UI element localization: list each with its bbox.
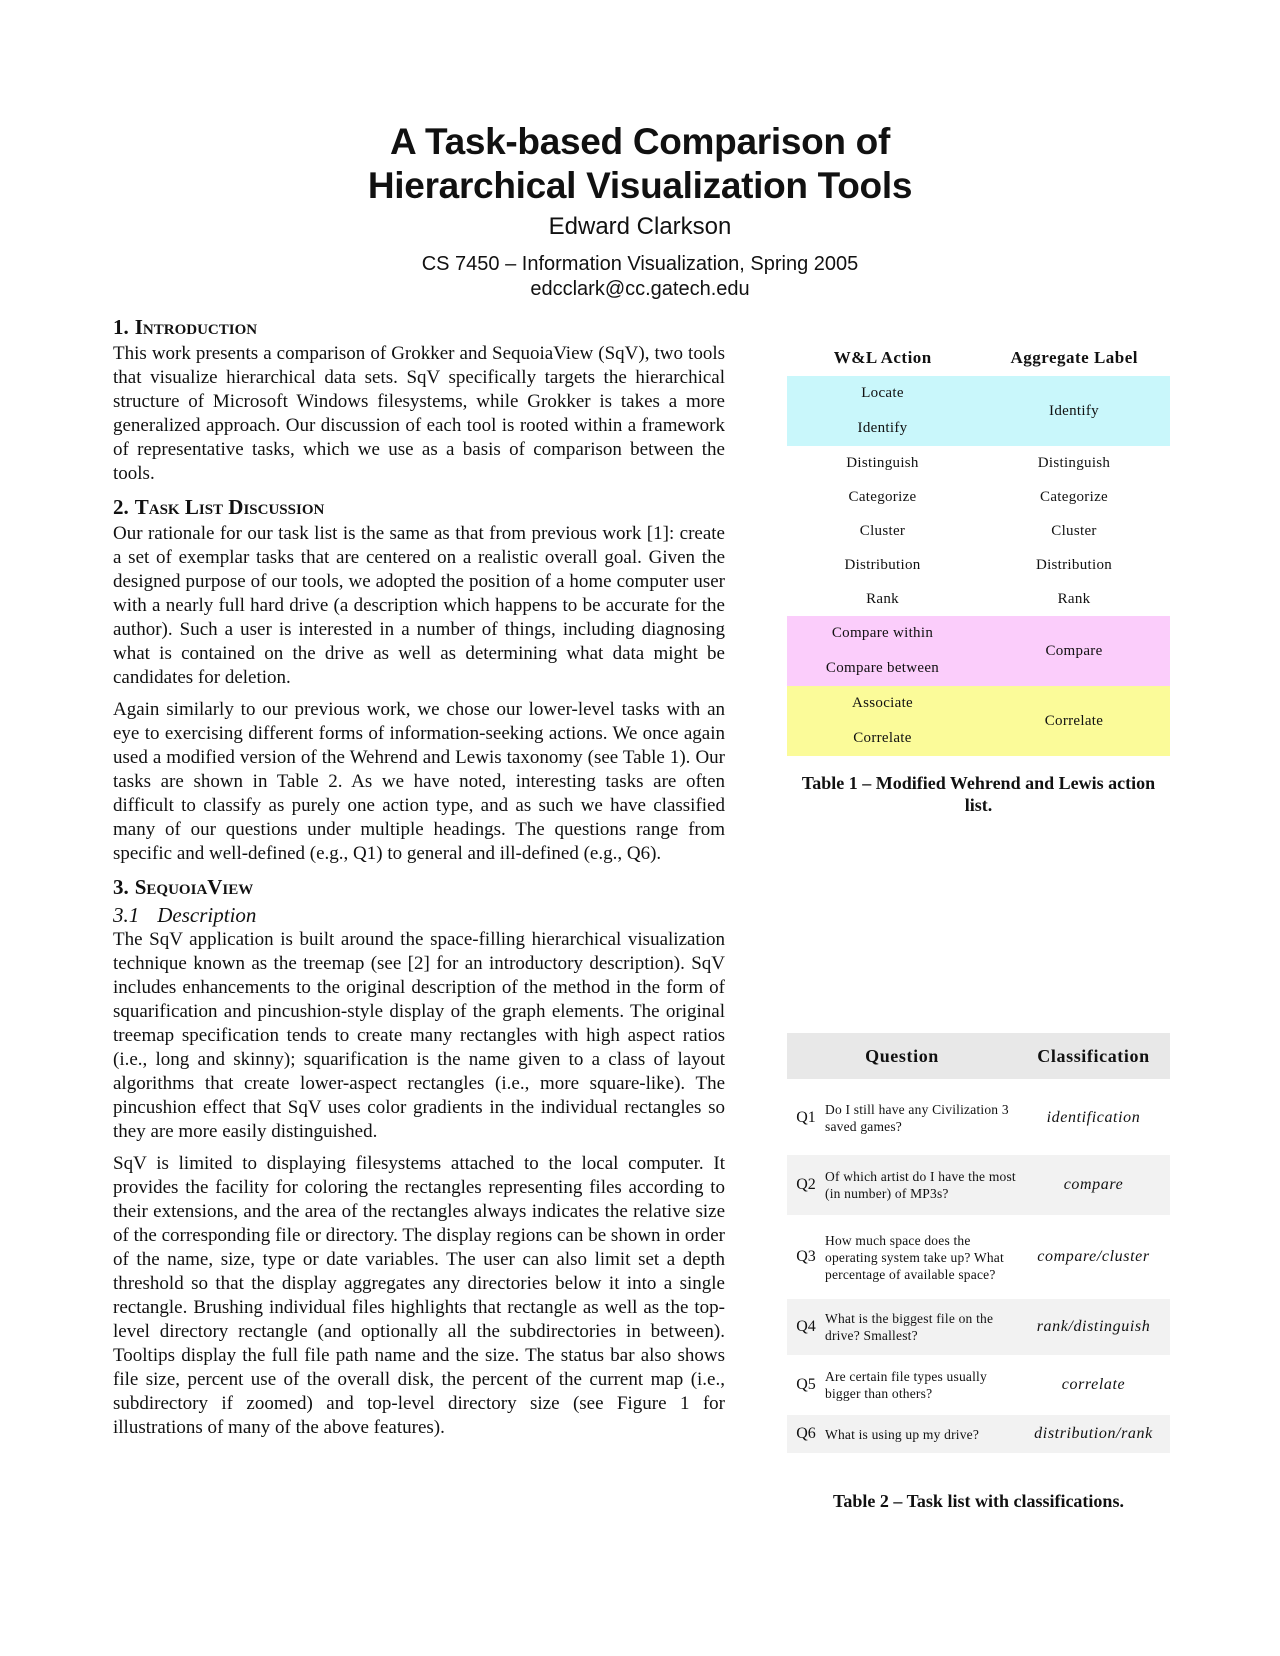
table-row: [787, 1089, 1170, 1147]
section-number: 3.: [113, 875, 129, 899]
classification: identification: [1046, 1109, 1141, 1126]
paragraph: This work presents a comparison of Grokker and SequoiaView (SqV), two tools that visualize hierarchical data sets. SqV specifically targets the hierarchical structure of Microsoft Windows filesystems, while Grokker is takes a more generalized approach. Our discussion of each tool is rooted within a framework of representative tasks, which we use as a basis of comparison between the tools.: [113, 343, 725, 484]
section-title: Task List Discussion: [134, 495, 325, 519]
table-1: [787, 340, 1170, 756]
author-name: Edward Clarkson: [548, 213, 732, 240]
table-row: [787, 1155, 1170, 1215]
section-heading-sequoiaview: [113, 874, 725, 900]
section-heading-task-list: [113, 494, 725, 520]
table-1-header: [787, 340, 1170, 376]
table-row: [787, 1299, 1170, 1355]
question-text: Do I still have any Civilization 3 saved games?: [825, 1102, 1009, 1134]
classification: distribution/rank: [1034, 1425, 1153, 1442]
table-2: [787, 1033, 1170, 1453]
classification: correlate: [1061, 1376, 1126, 1393]
table-row: [787, 616, 1170, 686]
table-row: [787, 548, 1170, 582]
table-1-caption: Table 1 – Modified Wehrend and Lewis action list.: [801, 773, 1156, 815]
email-line: edcclark@cc.gatech.edu: [530, 278, 750, 300]
action-cell: Distinguish: [846, 455, 919, 471]
paragraph: SqV is limited to displaying filesystems attached to the local computer. It provides the facility for coloring the rectangles representing files according to their extensions, and the area of the rectangles always indicates the relative size of the corresponding file or directory. The display regions can be shown in order of the name, size, type or date variables. The user can also limit set a depth threshold so that the display aggregates any directories below it into a single rectangle. Brushing individual files highlights that rectangle as well as the top-level directory rectangle (and optionally all the subdirectories in between). Tooltips display the full file path name and the size. The status bar also shows file size, percent use of the overall disk, the percent of the current map (i.e., subdirectory if zoomed) and top-level directory size (see Figure 1 for illustrations of many of the above features).: [113, 1153, 725, 1438]
column-header-action: W&L Action: [833, 348, 932, 367]
subsection-number: 3.1: [113, 903, 140, 927]
label-cell: Correlate: [1044, 712, 1104, 729]
action-cell: Distribution: [844, 557, 921, 573]
section-number: 1.: [113, 315, 129, 339]
question-text: What is the biggest file on the drive? Smallest?: [825, 1311, 994, 1343]
action-cell: Locate: [861, 385, 904, 401]
action-cell: Compare within: [831, 625, 934, 641]
title-line-1: A Task-based Comparison of: [389, 121, 890, 162]
section-title: SequoiaView: [134, 875, 254, 899]
question-text: Of which artist do I have the most (in number) of MP3s?: [825, 1169, 1016, 1201]
question-text: Are certain file types usually bigger than others?: [825, 1369, 987, 1401]
question-id: Q5: [796, 1376, 816, 1393]
label-cell: Rank: [1057, 590, 1091, 607]
action-cell: Correlate: [853, 730, 912, 746]
question-id: Q4: [796, 1318, 816, 1335]
classification: rank/distinguish: [1036, 1318, 1151, 1335]
paragraph: Our rationale for our task list is the same as that from previous work [1]: create a set of exemplar tasks that are centered on a realistic overall goal. Given the designed purpose of our tools, we adopted the position of a home computer user with a nearly full hard drive (a description which happens to be accurate for the author). Such a user is interested in a number of things, including diagnosing what is contained on the drive as well as determining what data might be candidates for deletion.: [113, 523, 725, 688]
table-row: [787, 514, 1170, 548]
question-id: Q1: [796, 1109, 816, 1126]
paragraph: The SqV application is built around the space-filling hierarchical visualization technique known as the treemap (see [2] for an introductory description). SqV includes enhancements to the original description of the method in the form of squarification and pincushion-style display of the graph elements. The original treemap specification tends to create many rectangles with high aspect ratios (i.e., long and skinny); squarification is the name given to a class of layout algorithms that create lower-aspect rectangles (i.e., more square-like). The pincushion effect that SqV uses color gradients in the individual rectangles so they are more easily distinguished.: [113, 929, 725, 1142]
label-cell: Compare: [1045, 642, 1103, 659]
action-cell: Categorize: [848, 489, 917, 505]
label-cell: Cluster: [1051, 522, 1097, 539]
classification: compare/cluster: [1037, 1248, 1150, 1265]
question-id: Q3: [796, 1248, 816, 1265]
subsection-title: Description: [157, 903, 257, 927]
question-text: How much space does the operating system take up? What percentage of available space?: [825, 1232, 1004, 1282]
action-cell: Compare between: [825, 660, 940, 676]
table-row: [787, 1355, 1170, 1415]
action-cell: Identify: [857, 420, 908, 436]
subsection-heading-description: [113, 902, 725, 928]
question-id: Q2: [796, 1176, 816, 1193]
table-row: [787, 480, 1170, 514]
table-row: [787, 582, 1170, 616]
table-row: [787, 376, 1170, 446]
action-cell: Cluster: [859, 523, 906, 539]
classification: compare: [1063, 1176, 1124, 1193]
course-line: CS 7450 – Information Visualization, Spring 2005: [421, 253, 859, 275]
action-cell: Associate: [851, 695, 913, 711]
column-header-classification: Classification: [1037, 1045, 1150, 1066]
table-2-caption: Table 2 – Task list with classifications.: [833, 1491, 1124, 1511]
paragraph: Again similarly to our previous work, we chose our lower-level tasks with an eye to exercising different forms of information-seeking actions. We once again used a modified version of the Wehrend and Lewis taxonomy (see Table 1). Our tasks are shown in Table 2. As we have noted, interesting tasks are often difficult to classify as purely one action type, and as such we have classified many of our questions under multiple headings. The questions range from specific and well-defined (e.g., Q1) to general and ill-defined (e.g., Q6).: [113, 699, 725, 864]
affiliation: [0, 252, 1280, 302]
section-number: 2.: [113, 495, 129, 519]
table-2-header: [787, 1033, 1170, 1079]
column-header-label: Aggregate Label: [1010, 348, 1139, 367]
question-text: What is using up my drive?: [825, 1426, 980, 1442]
paper-title: [0, 120, 1280, 208]
table-row: [787, 1415, 1170, 1453]
label-cell: Distribution: [1035, 556, 1113, 573]
label-cell: Categorize: [1040, 488, 1108, 505]
label-cell: Distinguish: [1037, 454, 1111, 471]
question-id: Q6: [796, 1425, 816, 1442]
section-title: Introduction: [134, 315, 258, 339]
table-row: [787, 1215, 1170, 1299]
label-cell: Identify: [1049, 402, 1099, 419]
title-line-2: Hierarchical Visualization Tools: [367, 165, 913, 206]
table-row: [787, 446, 1170, 480]
table-row: [787, 686, 1170, 756]
left-column: [113, 314, 725, 1448]
column-header-question: Question: [865, 1045, 939, 1066]
action-cell: Rank: [866, 591, 899, 607]
section-heading-introduction: [113, 314, 725, 340]
